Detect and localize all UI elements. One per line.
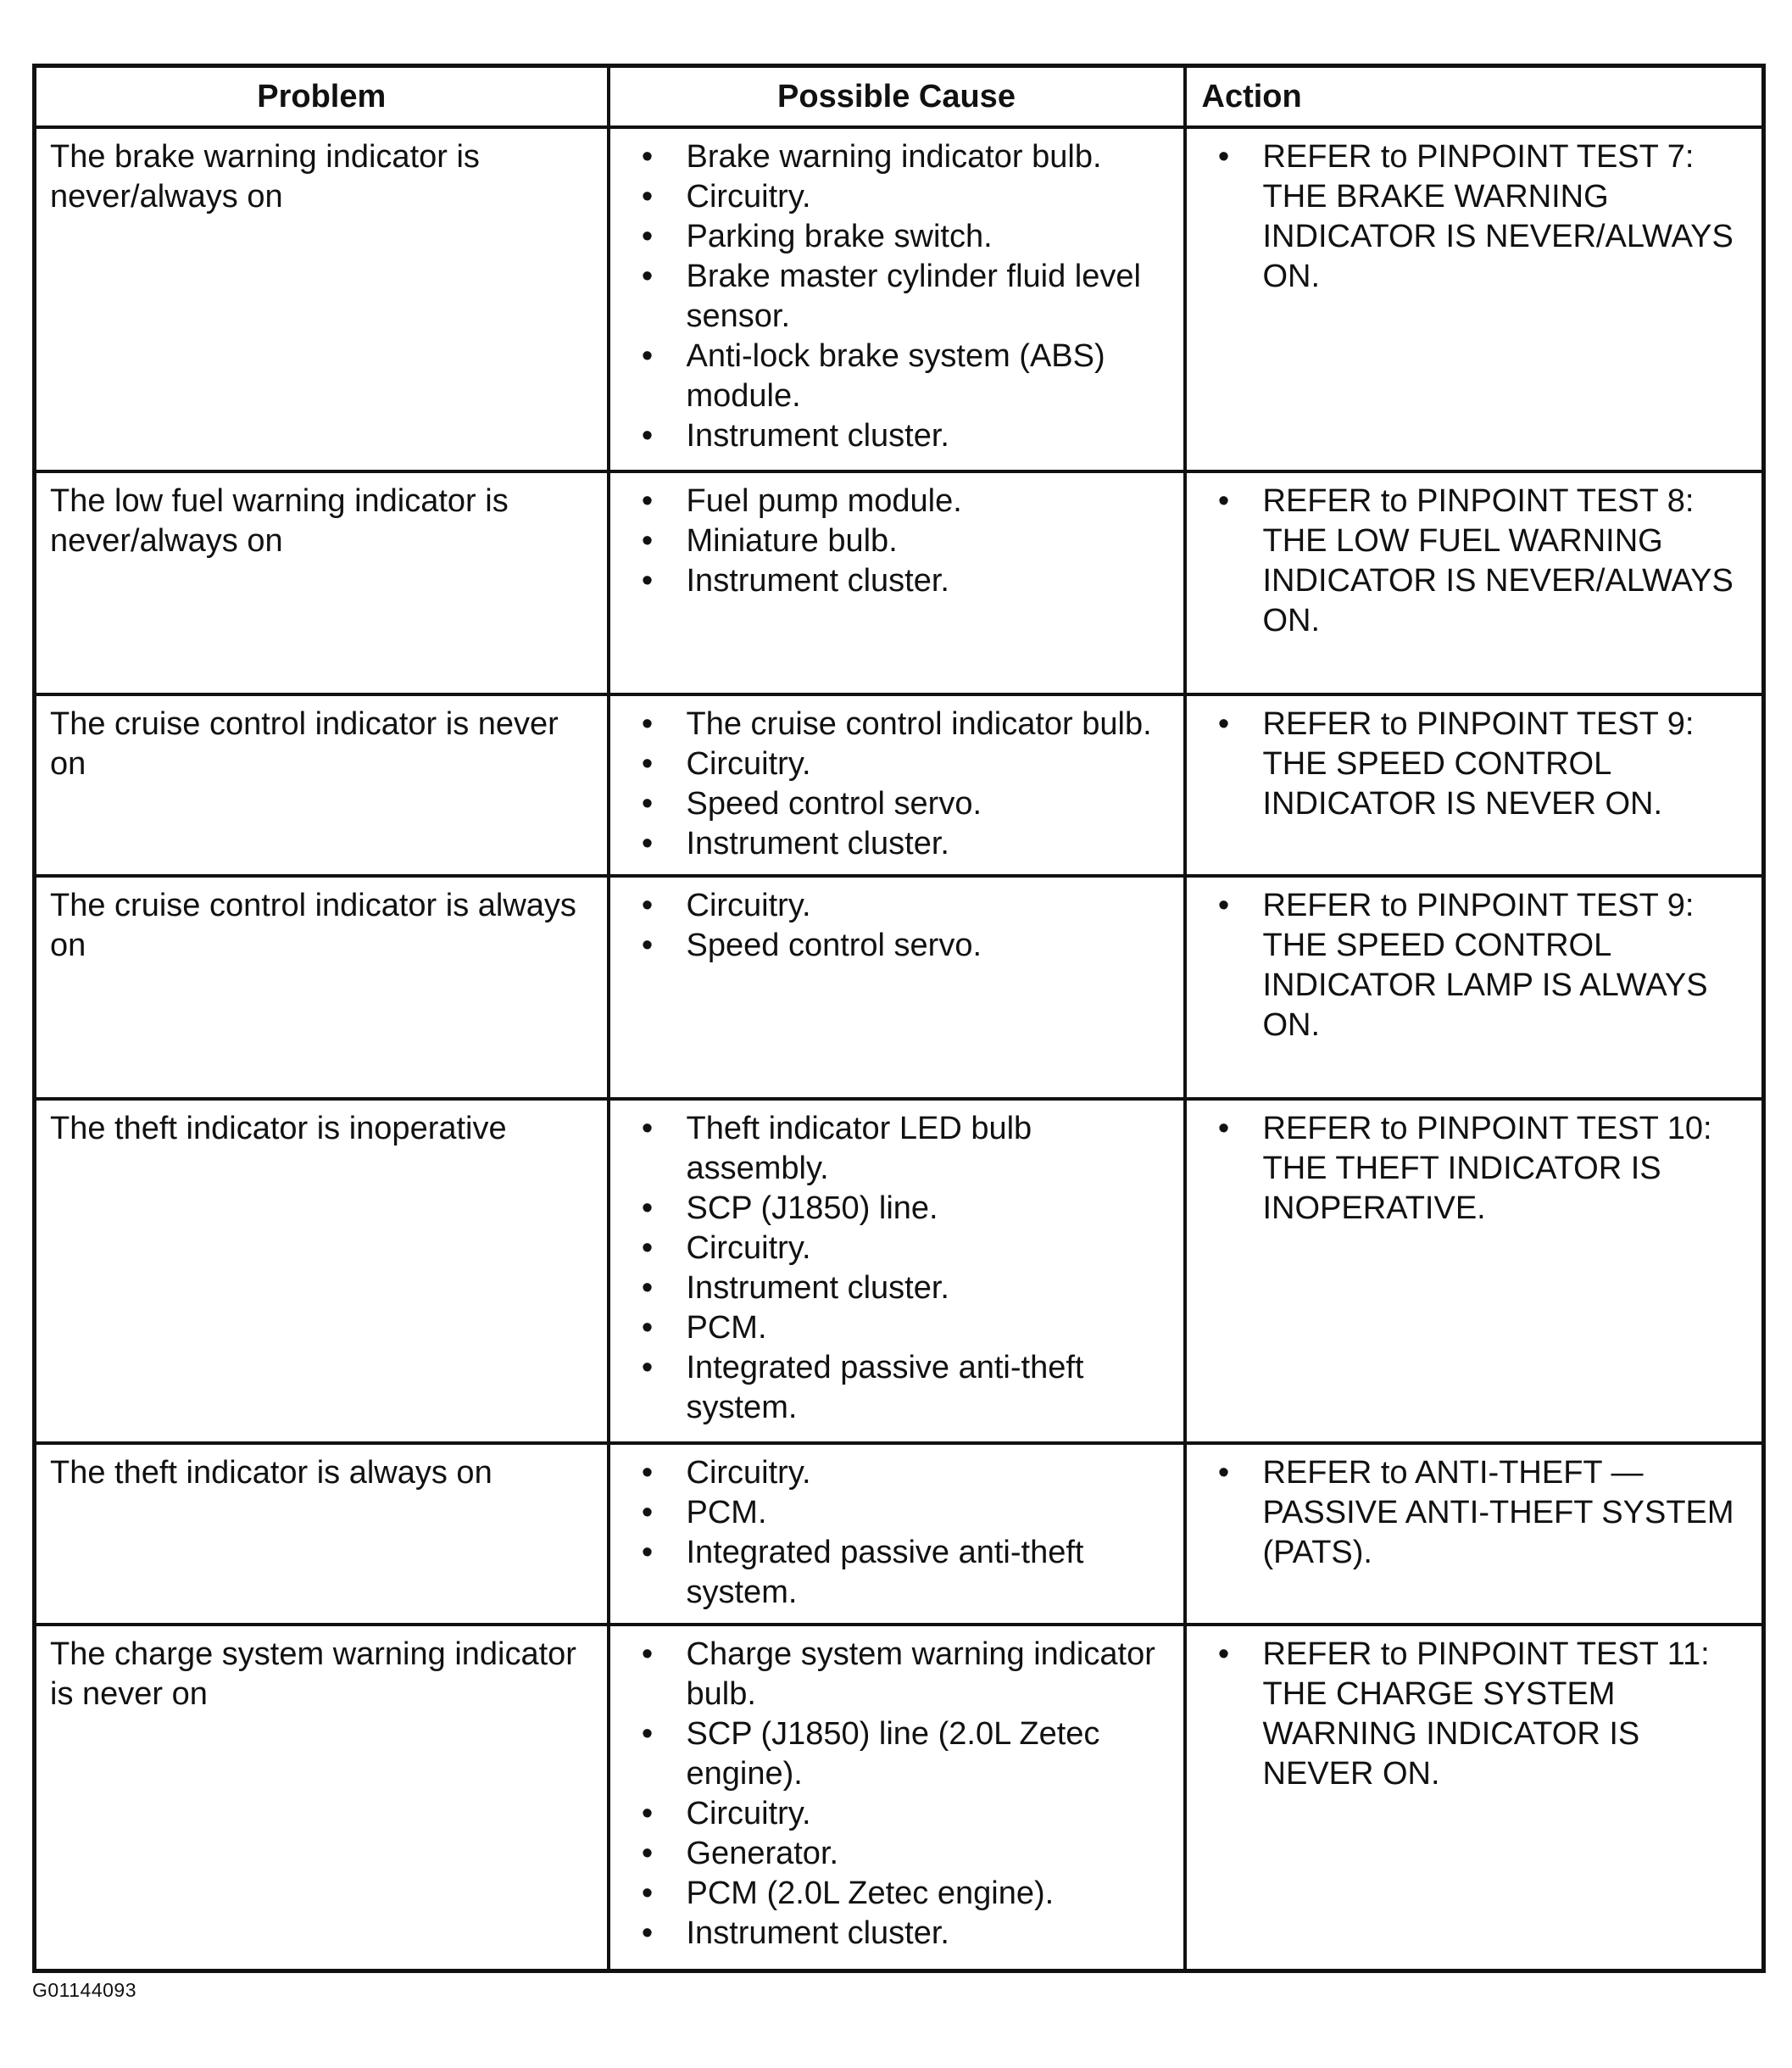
bullet-icon: •	[641, 1836, 654, 1871]
bullet-icon: •	[641, 1310, 654, 1346]
cause-item	[610, 1268, 1175, 1308]
cause-item	[610, 886, 1175, 926]
problem-cell: The low fuel warning indicator is never/always on	[35, 471, 609, 694]
diagnostic-table	[32, 64, 1766, 1973]
cause-item	[610, 137, 1175, 177]
cause-item	[610, 482, 1175, 521]
bullet-icon: •	[641, 1190, 654, 1226]
bullet-icon: •	[641, 826, 654, 861]
cause-item	[610, 705, 1175, 744]
bullet-icon: •	[641, 523, 654, 559]
action-list	[1187, 1626, 1762, 1803]
action-list	[1187, 878, 1762, 1054]
action-item	[1187, 1109, 1754, 1229]
action-list	[1187, 1101, 1762, 1237]
cause-list	[610, 1101, 1183, 1436]
cause-list	[610, 878, 1183, 974]
action-list	[1187, 129, 1762, 305]
bullet-icon: •	[1217, 706, 1230, 742]
bullet-icon: •	[1217, 1455, 1230, 1491]
cause-item	[610, 926, 1175, 966]
bullet-icon: •	[641, 563, 654, 599]
figure-id: G01144093	[32, 1979, 137, 2001]
cause-list	[610, 696, 1183, 872]
action-text: REFER to PINPOINT TEST 9: THE SPEED CONTROL INDICATOR LAMP IS ALWAYS ON.	[1262, 888, 1708, 1043]
cause-text: Anti-lock brake system (ABS) module.	[686, 338, 1105, 414]
cause-item	[610, 1794, 1175, 1834]
problem-cell: The brake warning indicator is never/always on	[35, 127, 609, 471]
bullet-icon: •	[641, 1876, 654, 1911]
table-row	[35, 471, 1764, 694]
cause-item	[610, 1453, 1175, 1493]
action-cell	[1185, 876, 1764, 1099]
cause-text: Instrument cluster.	[686, 1915, 949, 1951]
cause-text: Circuitry.	[686, 1230, 811, 1266]
action-list	[1187, 696, 1762, 833]
possible-cause-cell	[609, 876, 1185, 1099]
possible-cause-cell	[609, 1625, 1185, 1970]
cause-text: Miniature bulb.	[686, 523, 898, 559]
action-cell	[1185, 1625, 1764, 1970]
bullet-icon: •	[641, 1495, 654, 1530]
problem-cell: The charge system warning indicator is never on	[35, 1625, 609, 1970]
cause-text: Circuitry.	[686, 746, 811, 782]
bullet-icon: •	[641, 1796, 654, 1831]
cause-text: Circuitry.	[686, 179, 811, 215]
bullet-icon: •	[1217, 483, 1230, 519]
possible-cause-cell	[609, 694, 1185, 876]
table-row	[35, 1625, 1764, 1970]
table-row	[35, 127, 1764, 471]
possible-cause-cell	[609, 471, 1185, 694]
cause-item	[610, 1834, 1175, 1874]
cause-text: Instrument cluster.	[686, 826, 949, 861]
cause-text: Circuitry.	[686, 888, 811, 923]
action-text: REFER to PINPOINT TEST 9: THE SPEED CONTROL INDICATOR IS NEVER ON.	[1262, 706, 1695, 822]
action-text: REFER to ANTI-THEFT — PASSIVE ANTI-THEFT SYSTEM (PATS).	[1262, 1455, 1734, 1570]
cause-item	[610, 217, 1175, 257]
cause-item	[610, 824, 1175, 864]
bullet-icon: •	[1217, 1636, 1230, 1672]
action-item	[1187, 482, 1754, 641]
cause-text: Charge system warning indicator bulb.	[686, 1636, 1155, 1712]
bullet-icon: •	[1217, 139, 1230, 175]
action-cell	[1185, 1443, 1764, 1625]
bullet-icon: •	[641, 338, 654, 374]
bullet-icon: •	[641, 1270, 654, 1306]
cause-item	[610, 1348, 1175, 1428]
possible-cause-cell	[609, 1099, 1185, 1443]
action-cell	[1185, 127, 1764, 471]
bullet-icon: •	[641, 706, 654, 742]
bullet-icon: •	[641, 746, 654, 782]
table-body	[35, 127, 1764, 1970]
bullet-icon: •	[641, 1716, 654, 1752]
action-text: REFER to PINPOINT TEST 11: THE CHARGE SYSTEM WARNING INDICATOR IS NEVER ON.	[1262, 1636, 1710, 1792]
cause-item	[610, 1493, 1175, 1533]
cause-item	[610, 1714, 1175, 1794]
cause-item	[610, 1308, 1175, 1348]
possible-cause-cell	[609, 127, 1185, 471]
problem-cell: The cruise control indicator is always on	[35, 876, 609, 1099]
table-row	[35, 1443, 1764, 1625]
action-item	[1187, 886, 1754, 1045]
cause-text: Brake warning indicator bulb.	[686, 139, 1102, 175]
cause-item	[610, 257, 1175, 337]
cause-text: Speed control servo.	[686, 928, 982, 963]
cause-text: Circuitry.	[686, 1796, 811, 1831]
cause-text: Instrument cluster.	[686, 563, 949, 599]
bullet-icon: •	[641, 1230, 654, 1266]
bullet-icon: •	[641, 1111, 654, 1146]
action-list	[1187, 1445, 1762, 1581]
bullet-icon: •	[641, 1915, 654, 1951]
cause-item	[610, 416, 1175, 456]
bullet-icon: •	[641, 259, 654, 294]
cause-item	[610, 784, 1175, 824]
bullet-icon: •	[641, 888, 654, 923]
action-list	[1187, 473, 1762, 649]
bullet-icon: •	[641, 418, 654, 454]
cause-text: Instrument cluster.	[686, 1270, 949, 1306]
bullet-icon: •	[1217, 888, 1230, 923]
table-row	[35, 876, 1764, 1099]
action-text: REFER to PINPOINT TEST 7: THE BRAKE WARNING INDICATOR IS NEVER/ALWAYS ON.	[1262, 139, 1734, 294]
cause-text: PCM.	[686, 1495, 767, 1530]
bullet-icon: •	[641, 483, 654, 519]
column-header-possible-cause: Possible Cause	[609, 66, 1185, 128]
cause-list	[610, 473, 1183, 610]
cause-text: Integrated passive anti-theft system.	[686, 1350, 1084, 1425]
cause-list	[610, 1626, 1183, 1962]
cause-item	[610, 337, 1175, 416]
action-item	[1187, 137, 1754, 297]
cause-text: SCP (J1850) line.	[686, 1190, 938, 1226]
table-header-row	[35, 66, 1764, 128]
problem-cell: The theft indicator is inoperative	[35, 1099, 609, 1443]
cause-text: PCM (2.0L Zetec engine).	[686, 1876, 1055, 1911]
action-text: REFER to PINPOINT TEST 8: THE LOW FUEL WARNING INDICATOR IS NEVER/ALWAYS ON.	[1262, 483, 1734, 638]
problem-cell: The cruise control indicator is never on	[35, 694, 609, 876]
bullet-icon: •	[641, 1455, 654, 1491]
cause-text: Circuitry.	[686, 1455, 811, 1491]
cause-item	[610, 1109, 1175, 1189]
cause-item	[610, 1914, 1175, 1954]
cause-text: Parking brake switch.	[686, 219, 993, 254]
bullet-icon: •	[1217, 1111, 1230, 1146]
column-header-action: Action	[1185, 66, 1764, 128]
action-cell	[1185, 694, 1764, 876]
cause-text: Speed control servo.	[686, 786, 982, 822]
action-cell	[1185, 471, 1764, 694]
cause-item	[610, 1874, 1175, 1914]
bullet-icon: •	[641, 1350, 654, 1385]
cause-text: Generator.	[686, 1836, 839, 1871]
action-item	[1187, 1453, 1754, 1573]
cause-text: Brake master cylinder fluid level sensor.	[686, 259, 1141, 334]
cause-item	[610, 561, 1175, 601]
cause-item	[610, 177, 1175, 217]
table-row	[35, 694, 1764, 876]
bullet-icon: •	[641, 1636, 654, 1672]
cause-list	[610, 129, 1183, 465]
cause-text: Instrument cluster.	[686, 418, 949, 454]
bullet-icon: •	[641, 928, 654, 963]
bullet-icon: •	[641, 179, 654, 215]
action-item	[1187, 705, 1754, 824]
cause-item	[610, 1229, 1175, 1268]
cause-text: Fuel pump module.	[686, 483, 962, 519]
cause-text: SCP (J1850) line (2.0L Zetec engine).	[686, 1716, 1100, 1792]
bullet-icon: •	[641, 786, 654, 822]
cause-item	[610, 744, 1175, 784]
cause-item	[610, 1189, 1175, 1229]
cause-list	[610, 1445, 1183, 1621]
table-row	[35, 1099, 1764, 1443]
cause-text: PCM.	[686, 1310, 767, 1346]
possible-cause-cell	[609, 1443, 1185, 1625]
action-item	[1187, 1635, 1754, 1794]
action-text: REFER to PINPOINT TEST 10: THE THEFT INDICATOR IS INOPERATIVE.	[1262, 1111, 1712, 1226]
problem-cell: The theft indicator is always on	[35, 1443, 609, 1625]
bullet-icon: •	[641, 219, 654, 254]
cause-text: Theft indicator LED bulb assembly.	[686, 1111, 1032, 1186]
cause-item	[610, 1635, 1175, 1714]
action-cell	[1185, 1099, 1764, 1443]
cause-text: Integrated passive anti-theft system.	[686, 1535, 1084, 1610]
column-header-problem: Problem	[35, 66, 609, 128]
cause-item	[610, 1533, 1175, 1613]
bullet-icon: •	[641, 1535, 654, 1570]
bullet-icon: •	[641, 139, 654, 175]
cause-item	[610, 521, 1175, 561]
cause-text: The cruise control indicator bulb.	[686, 706, 1152, 742]
